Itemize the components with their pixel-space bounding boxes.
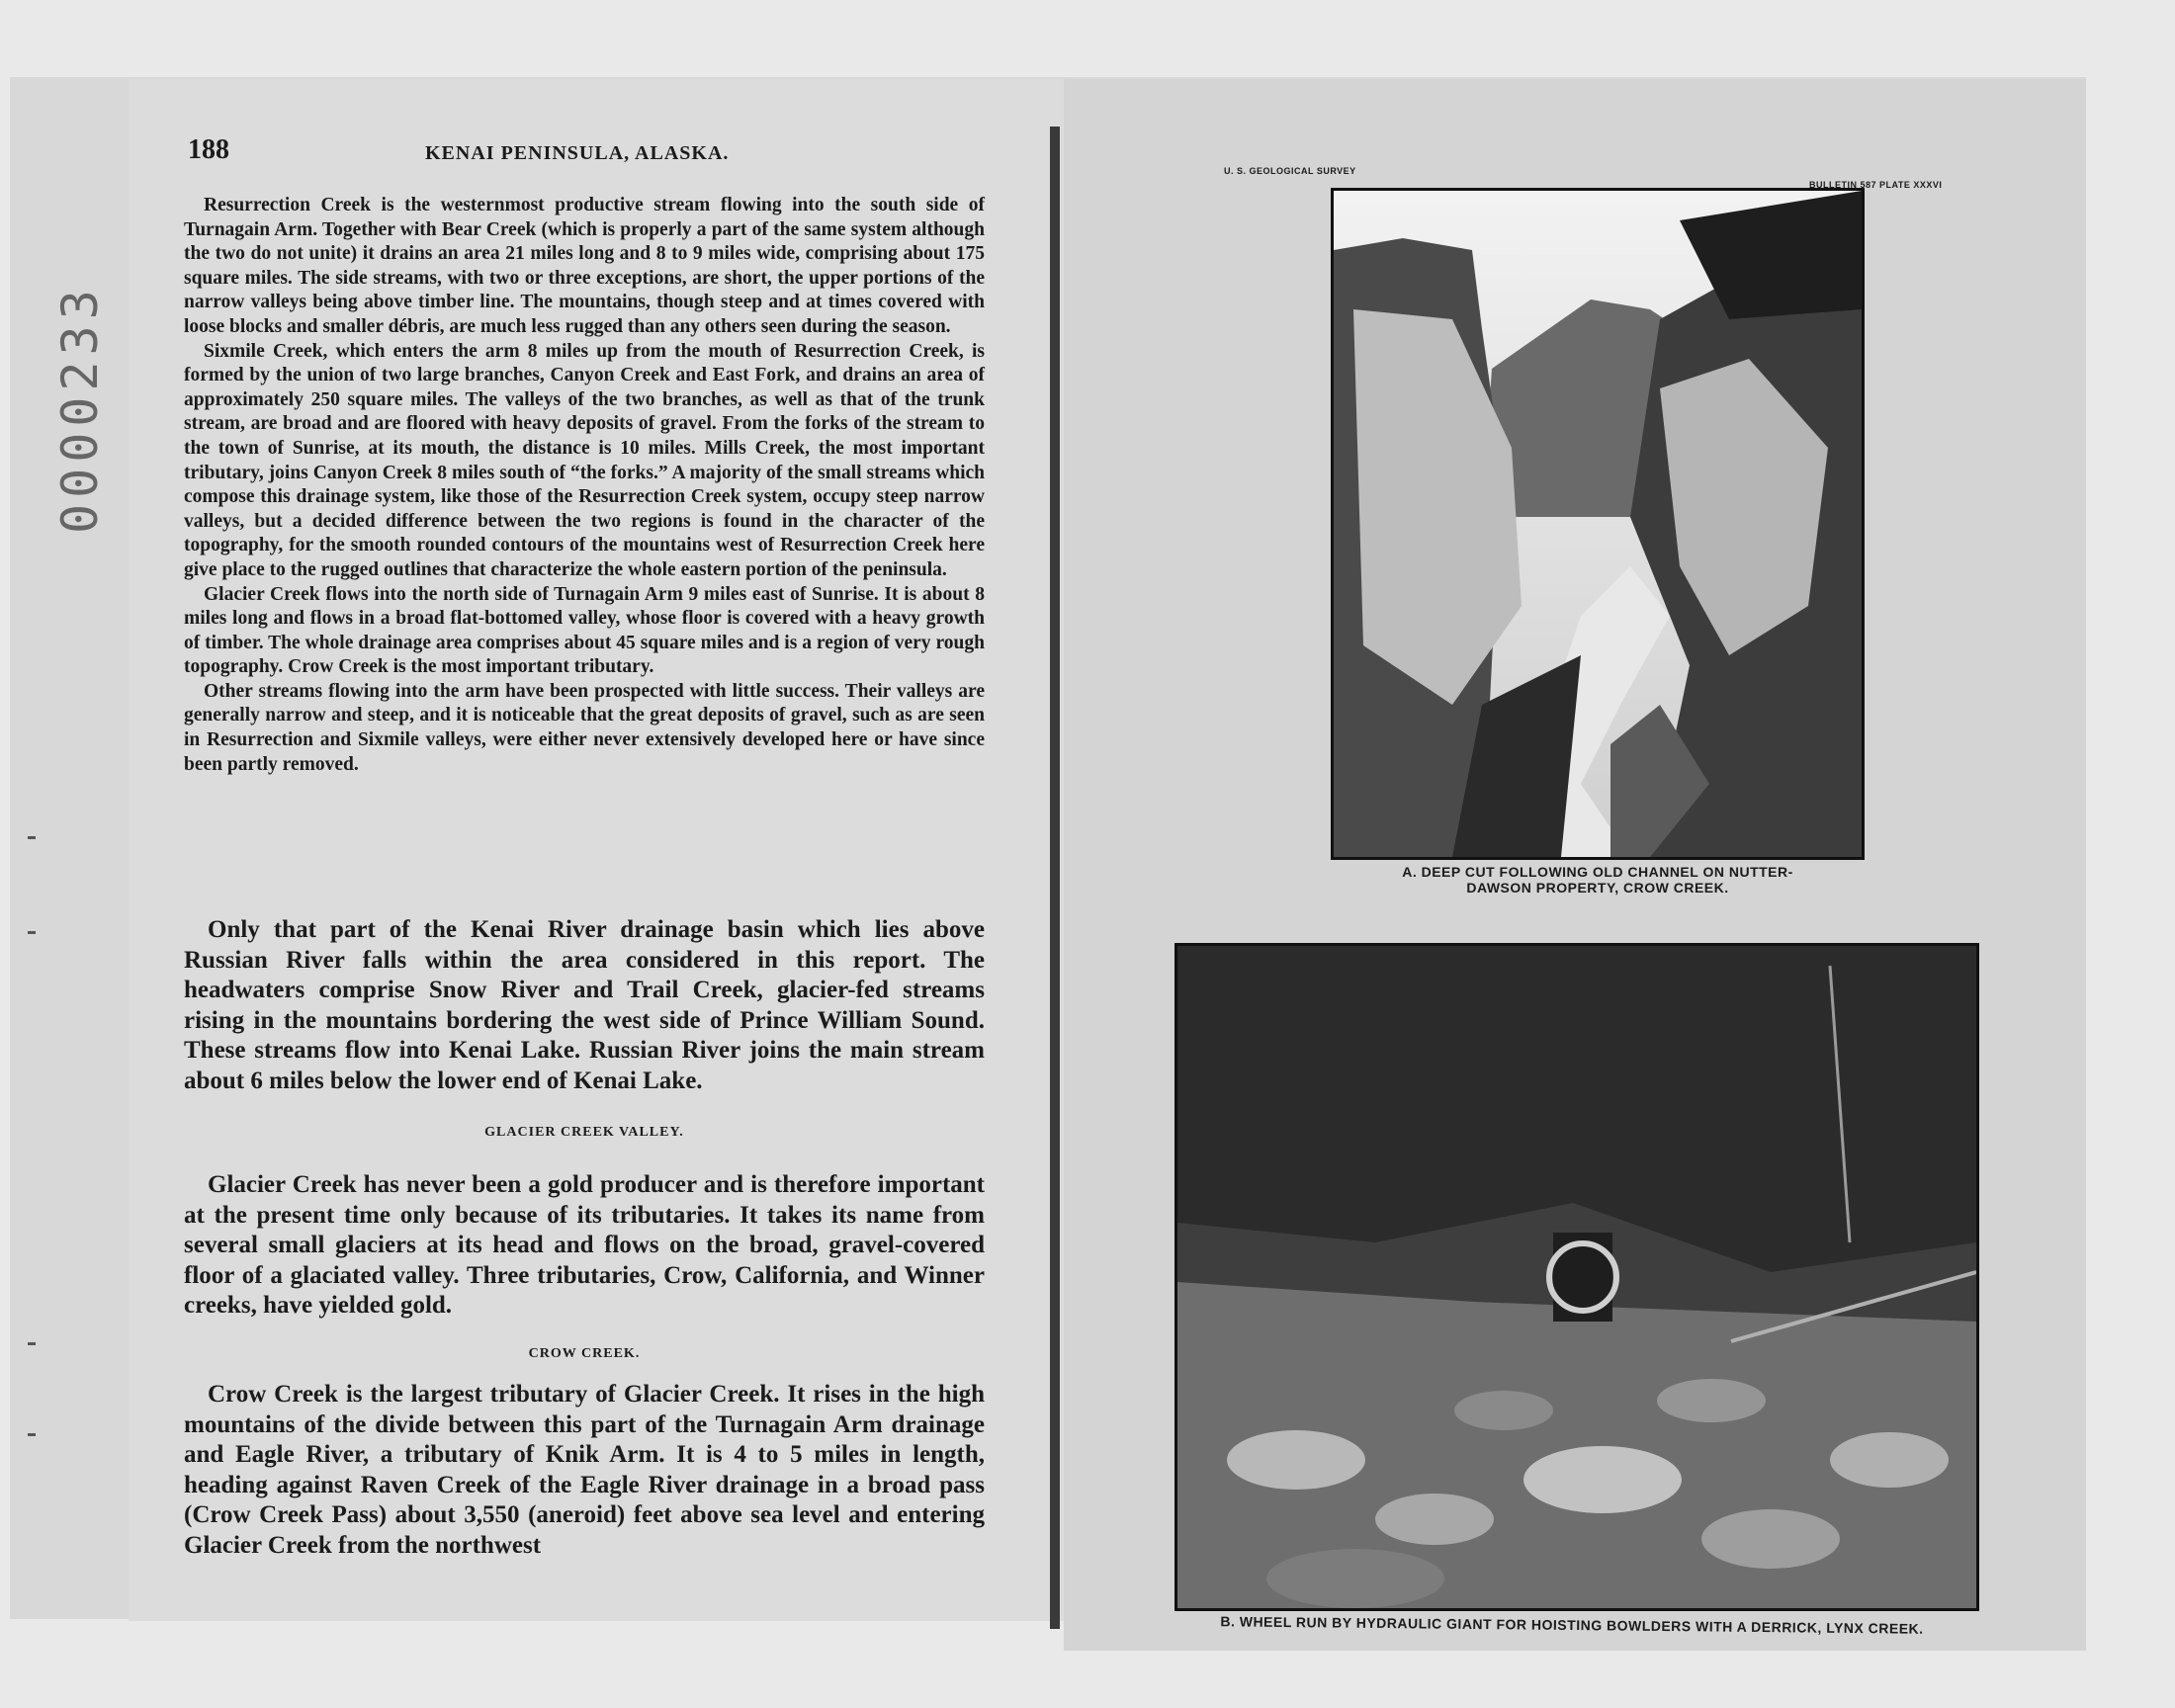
caption-photo-a xyxy=(1331,864,1865,896)
scan-speck xyxy=(28,931,36,934)
glacier-text-block xyxy=(184,1170,985,1322)
running-head: KENAI PENINSULA, ALASKA. xyxy=(425,142,730,164)
photo-b-image xyxy=(1177,946,1976,1608)
caption-a-line-1: A. DEEP CUT FOLLOWING OLD CHANNEL ON NUTTER- xyxy=(1402,864,1793,880)
caption-photo-b: B. WHEEL RUN BY HYDRAULIC GIANT FOR HOISTING BOWLDERS WITH A DERRICK, LYNX CREEK. xyxy=(1220,1613,1924,1637)
scan-speck xyxy=(28,1433,36,1436)
photo-a-image xyxy=(1334,191,1862,857)
heading-glacier-creek-valley: GLACIER CREEK VALLEY. xyxy=(484,1125,684,1140)
photo-hydraulic-wheel-lynx-creek xyxy=(1174,943,1979,1611)
scan-speck xyxy=(28,1342,36,1345)
photo-deep-cut-crow-creek xyxy=(1331,188,1865,860)
caption-a-line-2: DAWSON PROPERTY, CROW CREEK. xyxy=(1466,880,1729,896)
plate-header-right: BULLETIN 587 PLATE XXXVI xyxy=(1809,180,1943,190)
scan-speck xyxy=(28,836,36,839)
paragraph-glacier-creek: Glacier Creek flows into the north side of Turnagain Arm 9 miles east of Sunrise. It is about 8 miles long and flows in a broad flat-bottomed valley, whose floor is covered with a heavy growth of timber. The whole drainage area comprises about 45 square miles and is a region of very rough topography. Crow Creek is the most important tributary. xyxy=(184,583,985,678)
heading-crow-creek: CROW CREEK. xyxy=(528,1346,641,1361)
plate-header-left: U. S. GEOLOGICAL SURVEY xyxy=(1224,166,1356,176)
paragraph-resurrection: Resurrection Creek is the westernmost productive stream flowing into the south side of Turnagain Arm. Together with Bear Creek (which is properly a part of the same system although the two do not unite) it drains an area 21 miles long and 8 to 9 miles wide, comprising about 175 square miles. The side streams, with two or three exceptions, are short, the upper portions of the narrow valleys being above timber line. The mountains, though steep and at times covered with loose blocks and smaller débris, are much less rugged than any others seen during the season. xyxy=(184,195,985,337)
paragraph-crow-creek: Crow Creek is the largest tributary of Glacier Creek. It rises in the high mountains of the divide between this part of the Turnagain Arm drainage and Eagle River, a tributary of Knik Arm. It is 4 to 5 miles in length, heading against Raven Creek of the Eagle River drainage in a broad pass (Crow Creek Pass) about 3,550 (aneroid) feet above sea level and entering Glacier Creek from the northwest xyxy=(184,1381,985,1559)
paragraph-sixmile: Sixmile Creek, which enters the arm 8 miles up from the mouth of Resurrection Creek, is formed by the union of two large branches, Canyon Creek and East Fork, and drains an area of approximately 250 square miles. The valleys of the two branches, as well as that of the trunk stream, are broad and are floored with heavy deposits of gravel. From the forks of the stream to the town of Sunrise, at its mouth, the distance is 10 miles. Mills Creek, the most important tributary, joins Canyon Creek 8 miles south of “the forks.” A majority of the small streams which compose this drainage system, like those of the Resurrection Creek system, occupy steep narrow valleys, but a decided difference between the two regions is found in the character of the topography, for the smooth rounded contours of the mountains west of Resurrection Creek here give place to the rugged outlines that characterize the whole eastern portion of the peninsula. xyxy=(184,340,985,580)
page-number: 188 xyxy=(188,134,229,165)
page-gutter xyxy=(1050,127,1060,1629)
paragraph-kenai-river: Only that part of the Kenai River drainage basin which lies above Russian River falls within the area considered in this report. The headwaters comprise Snow River and Trail Creek, glacier-fed streams rising in the mountains bordering the west side of Prince William Sound. These streams flow into Kenai Lake. Russian River joins the main stream about 6 miles below the lower end of Kenai Lake. xyxy=(184,916,985,1094)
crow-text-block xyxy=(184,1380,985,1562)
kenai-text-block xyxy=(184,915,985,1097)
paragraph-other-streams: Other streams flowing into the arm have been prospected with little success. Their valleys are generally narrow and steep, and it is noticeable that the great deposits of gravel, such as are seen in Resurrection and Sixmile valleys, were either never extensively developed here or have since been partly removed. xyxy=(184,680,985,775)
paragraph-glacier-valley: Glacier Creek has never been a gold producer and is therefore important at the present time only because of its tributaries. It takes its name from several small glaciers at its head and flows on the broad, gravel-covered floor of a glaciated valley. Three tributaries, Crow, California, and Winner creeks, have yielded gold. xyxy=(184,1171,985,1320)
film-number: 0000233 xyxy=(51,284,109,534)
small-text-block xyxy=(184,194,985,777)
